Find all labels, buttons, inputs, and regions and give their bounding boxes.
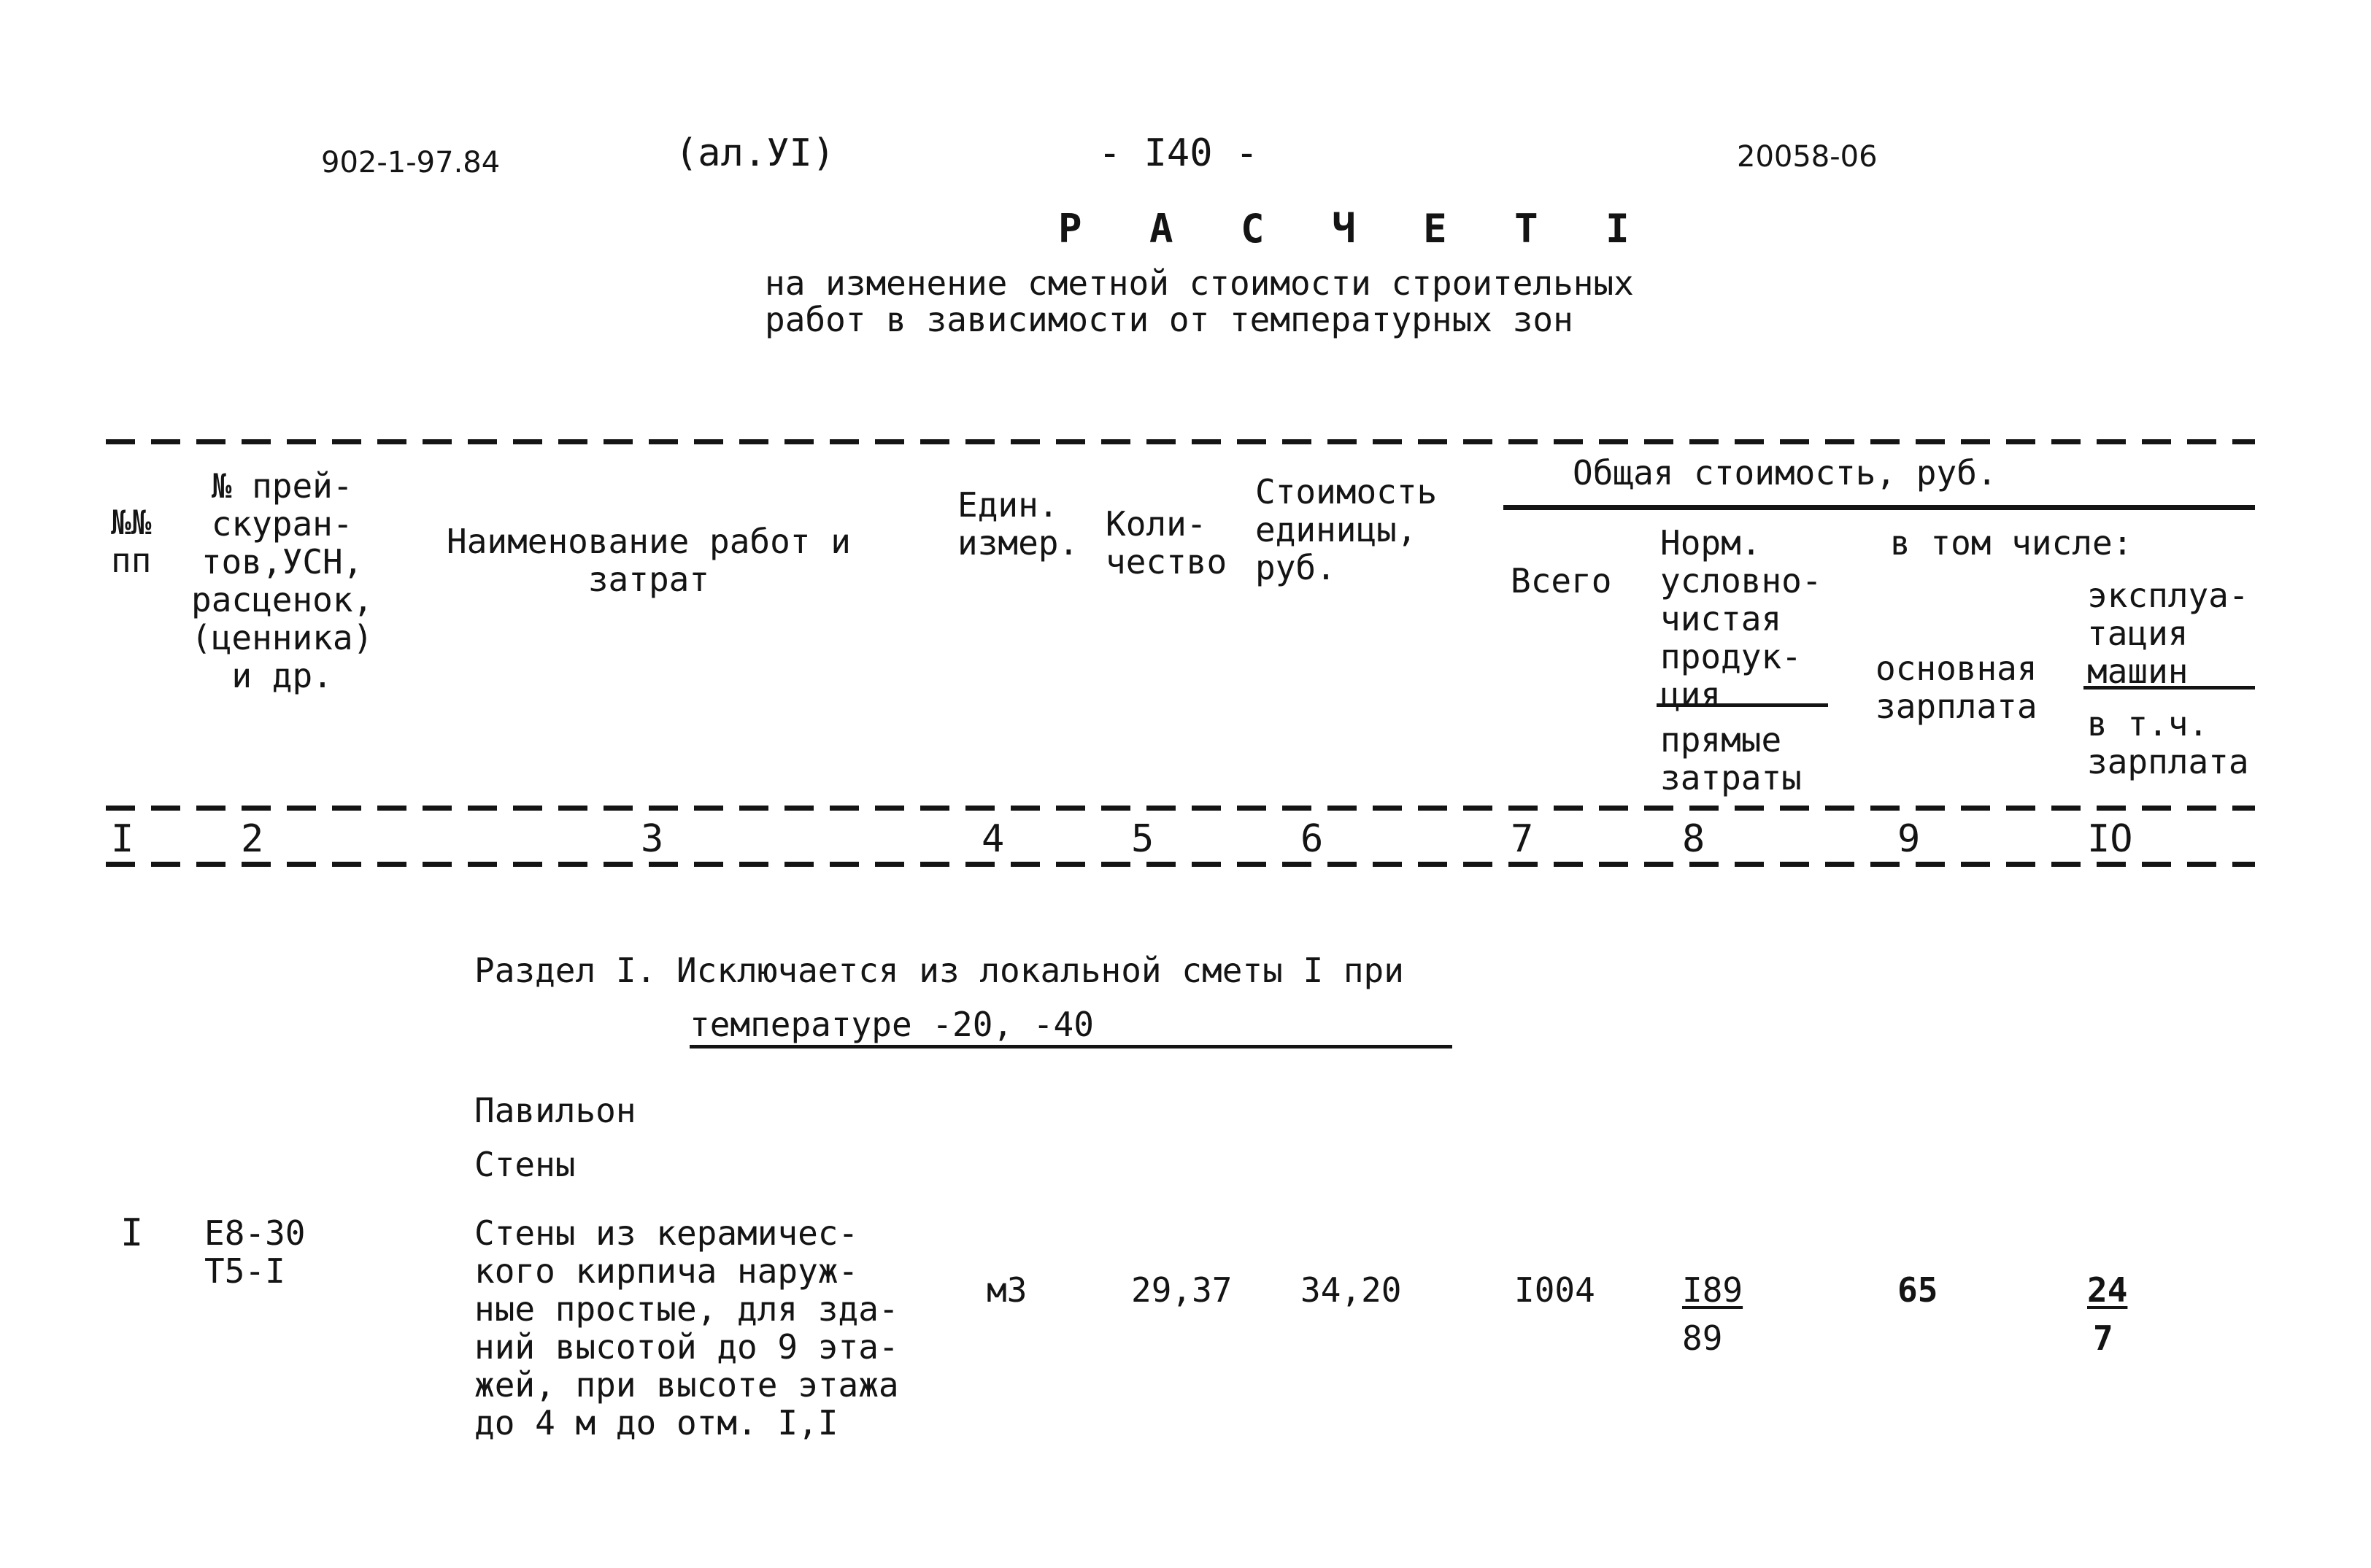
header-bottom-rule (106, 806, 2255, 811)
title-subtitle-line2: работ в зависимости от температурных зон (765, 300, 1573, 339)
col-header-name: Наименование работ и затрат (447, 522, 851, 599)
row-pricelist-code: Е8-30 Т5-I (204, 1213, 306, 1291)
col-header-number: №№ пп (111, 503, 152, 580)
row-direct-costs: 89 (1682, 1318, 1723, 1358)
section-underline (690, 1045, 1452, 1048)
column-number-10: IO (2087, 817, 2133, 861)
column-number-6: 6 (1300, 817, 1324, 861)
group-header-rule (1503, 505, 2255, 510)
column-number-2: 2 (241, 817, 264, 861)
row-machine-operation: 24 (2087, 1270, 2128, 1310)
row-unit: м3 (987, 1270, 1028, 1310)
column-number-5: 5 (1131, 817, 1154, 861)
col-header-direct-costs: прямые затраты (1660, 720, 1802, 797)
page-number: - I40 - (1098, 131, 1259, 175)
column-number-rule (106, 862, 2255, 867)
column-number-9: 9 (1897, 817, 1921, 861)
col-header-unit-cost: Стоимость единицы, руб. (1255, 472, 1438, 587)
col-header-total-cost-group: Общая стоимость, руб. (1573, 453, 1997, 493)
inventory-number: 20058-06 (1737, 140, 1878, 174)
row-number: I (120, 1211, 144, 1255)
column-number-7: 7 (1511, 817, 1534, 861)
column-number-3: 3 (641, 817, 664, 861)
col-header-machine-operation: эксплуа- тация машин (2087, 576, 2249, 691)
document-title: Р А С Ч Е Т I (1058, 206, 1651, 252)
column-number-1: I (111, 817, 134, 861)
header-top-rule (106, 439, 2255, 444)
subsection-building: Павильон (474, 1091, 636, 1130)
row-quantity: 29,37 (1131, 1270, 1233, 1310)
col-header-norm-production: Норм. условно- чистая продук- ция (1660, 523, 1822, 714)
col-header-pricelist: № прей- скуран- тов,УСН, расценок, (ценника) и др. (191, 466, 374, 695)
row-unit-cost: 34,20 (1300, 1270, 1402, 1310)
col-header-including: в том числе: (1890, 523, 2133, 563)
row-machine-wages: 7 (2093, 1318, 2113, 1358)
col-header-quantity: Коли- чество (1106, 504, 1227, 582)
title-subtitle-line1: на изменение сметной стоимости строительных (765, 263, 1634, 303)
col-header-base-wages: основная зарплата (1875, 649, 2037, 726)
section-title: Раздел I. Исключается из локальной сметы I при (474, 951, 1404, 990)
row-norm-production: I89 (1682, 1270, 1743, 1310)
col-header-unit: Един. измер. (957, 485, 1079, 563)
col-header-total: Всего (1511, 561, 1612, 600)
album-number: (ал.УI) (675, 131, 836, 175)
col-header-machine-wages: в т.ч. зарплата (2087, 704, 2249, 781)
column-number-4: 4 (982, 817, 1005, 861)
column-number-8: 8 (1682, 817, 1705, 861)
row-work-name: Стены из керамичес- кого кирпича наруж- ные простые, для зда- ний высотой до 9 эта- жей, при высоте этажа до 4 м до отм. I,I (474, 1213, 899, 1443)
subsection-walls: Стены (474, 1145, 576, 1184)
section-title-condition: температуре -20, -40 (690, 1005, 1094, 1044)
doc-code: 902-1-97.84 (321, 146, 501, 179)
row-total: I004 (1514, 1270, 1595, 1310)
row-base-wages: 65 (1897, 1270, 1938, 1310)
